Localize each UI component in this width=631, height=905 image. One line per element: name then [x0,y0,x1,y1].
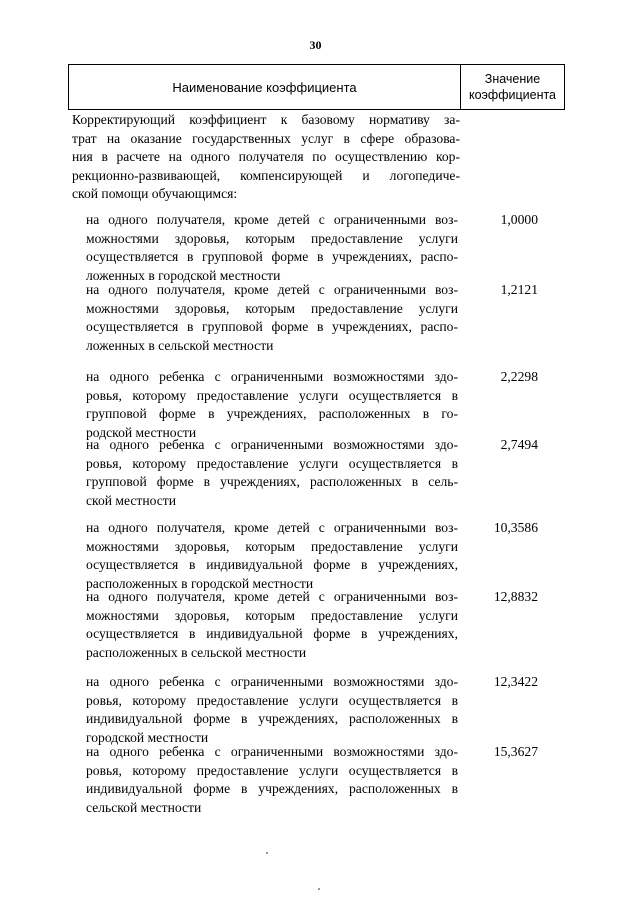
row-line: сельской местности [86,799,202,815]
header-value-column [461,65,564,109]
intro-paragraph [72,111,460,204]
row-line: можностями здоровья, которым предоставление услуги [86,538,458,554]
coefficient-row [72,281,542,355]
row-line: ровья, которому предоставление услуги осуществляется в [86,387,458,403]
coefficient-row [72,368,542,442]
row-line: групповой форме в учреждениях, расположенных в сель- [86,474,458,489]
coefficient-description [72,281,458,355]
row-line: ложенных в сельской местности [86,337,274,353]
coefficient-description [72,368,458,442]
row-line: на одного получателя, кроме детей с ограниченными воз- [86,520,458,535]
row-line: осуществляется в групповой форме в учреждениях, распо- [86,319,458,334]
row-line: на одного ребенка с ограниченными возможностями здо- [86,674,458,689]
row-line: можностями здоровья, которым предоставление услуги [86,230,458,246]
intro-line: рекционно-развивающей, компенсирующей и логопедиче- [72,167,460,183]
row-line: родской местности [86,424,197,440]
header-value-line1: Значение [484,72,541,86]
row-line: индивидуальной форме в учреждениях, расположенных в [86,781,458,796]
row-line: групповой форме в учреждениях, расположенных в го- [86,406,458,421]
coefficient-description [72,588,458,662]
table-header [68,64,565,110]
coefficient-row [72,436,542,510]
row-line: ложенных в городской местности [86,267,281,283]
coefficient-value: 1,0000 [500,212,538,227]
coefficient-description [72,436,458,510]
coefficient-value: 12,3422 [493,674,538,689]
coefficient-row [72,743,542,817]
intro-line: Корректирующий коэффициент к базовому нормативу за- [72,112,460,127]
row-line: осуществляется в индивидуальной форме в учреждениях, [86,557,458,572]
row-line: можностями здоровья, которым предоставление услуги [86,300,458,316]
coefficient-value: 2,2298 [500,369,538,384]
intro-line: ния в расчете на одного получателя по осуществлению кор- [72,149,460,164]
coefficient-row [72,673,542,747]
coefficient-value: 2,7494 [500,437,538,452]
row-line: осуществляется в индивидуальной форме в учреждениях, [86,626,458,641]
scan-speck [266,852,268,854]
coefficient-description [72,519,458,593]
coefficient-row [72,588,542,662]
row-line: на одного получателя, кроме детей с ограниченными воз- [86,282,458,297]
coefficient-description [72,673,458,747]
coefficient-value: 10,3586 [493,520,538,535]
row-line: на одного ребенка с ограниченными возможностями здо- [86,369,458,384]
row-line: на одного ребенка с ограниченными возможностями здо- [86,437,458,452]
coefficient-value: 12,8832 [493,589,538,604]
header-name-column: Наименование коэффициента [69,65,461,109]
row-line: на одного получателя, кроме детей с ограниченными воз- [86,589,458,604]
header-value-line2: коэффициента [468,88,557,102]
row-line: расположенных в городской местности [86,575,314,591]
row-line: расположенных в сельской местности [86,644,307,660]
row-line: ровья, которому предоставление услуги осуществляется в [86,692,458,708]
coefficient-description [72,211,458,285]
row-line: осуществляется в групповой форме в учреждениях, распо- [86,249,458,264]
row-line: на одного получателя, кроме детей с ограниченными воз- [86,212,458,227]
row-line: на одного ребенка с ограниченными возможностями здо- [86,744,458,759]
row-line: индивидуальной форме в учреждениях, расположенных в [86,711,458,726]
page-number: 30 [309,38,322,52]
scan-speck [318,888,320,890]
coefficient-description [72,743,458,817]
row-line: можностями здоровья, которым предоставление услуги [86,607,458,623]
row-line: городской местности [86,729,209,745]
row-line: ровья, которому предоставление услуги осуществляется в [86,762,458,778]
intro-line: ской помощи обучающимся: [72,186,238,201]
coefficient-value: 1,2121 [500,282,538,297]
intro-line: трат на оказание государственных услуг в сфере образова- [72,130,460,146]
row-line: ской местности [86,492,177,508]
coefficient-row [72,519,542,593]
coefficient-value: 15,3627 [493,744,538,759]
coefficient-row [72,211,542,285]
row-line: ровья, которому предоставление услуги осуществляется в [86,455,458,471]
